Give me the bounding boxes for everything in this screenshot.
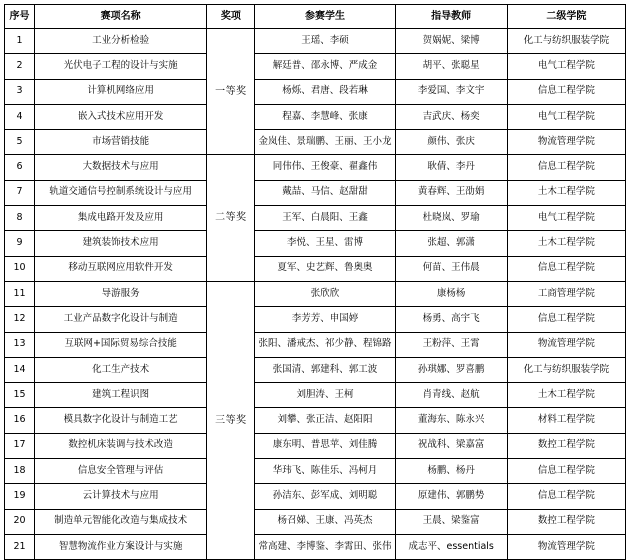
cell-prize-level: 三等奖: [207, 281, 255, 559]
cell-students: 王瑶、李硕: [255, 29, 395, 54]
cell-competition-name: 建筑工程识图: [35, 383, 207, 408]
cell-teachers: 肖青线、赵航: [395, 383, 507, 408]
cell-teachers: 杨勇、高宇飞: [395, 307, 507, 332]
cell-students: 孙洁东、彭军成、刘明聪: [255, 484, 395, 509]
cell-competition-name: 模具数字化设计与制造工艺: [35, 408, 207, 433]
cell-teachers: 孙琪娜、罗喜鹏: [395, 357, 507, 382]
award-table: [4, 4, 626, 560]
table-row: [5, 281, 626, 306]
table-row: [5, 408, 626, 433]
cell-college: 信息工程学院: [507, 307, 625, 332]
cell-no: 17: [5, 433, 35, 458]
table-row: [5, 104, 626, 129]
table-row: [5, 231, 626, 256]
header-prize: 奖项: [207, 5, 255, 29]
cell-no: 9: [5, 231, 35, 256]
cell-competition-name: 信息安全管理与评估: [35, 459, 207, 484]
cell-college: 信息工程学院: [507, 484, 625, 509]
cell-college: 数控工程学院: [507, 509, 625, 534]
cell-students: 张欣欣: [255, 281, 395, 306]
cell-teachers: 王粉萍、王霄: [395, 332, 507, 357]
cell-competition-name: 计算机网络应用: [35, 79, 207, 104]
cell-teachers: 康杨杨: [395, 281, 507, 306]
cell-no: 18: [5, 459, 35, 484]
cell-no: 16: [5, 408, 35, 433]
cell-teachers: 王晨、梁鉴富: [395, 509, 507, 534]
cell-students: 解廷普、邵永博、严成金: [255, 54, 395, 79]
cell-teachers: 李爱国、李文宇: [395, 79, 507, 104]
cell-competition-name: 数控机床装调与技术改造: [35, 433, 207, 458]
table-row: [5, 484, 626, 509]
header-college: 二级学院: [507, 5, 625, 29]
cell-no: 21: [5, 534, 35, 559]
cell-college: 信息工程学院: [507, 155, 625, 180]
cell-competition-name: 建筑装饰技术应用: [35, 231, 207, 256]
cell-no: 8: [5, 206, 35, 231]
table-header: [5, 5, 626, 29]
cell-no: 13: [5, 332, 35, 357]
cell-prize-level: 二等奖: [207, 155, 255, 281]
cell-competition-name: 智慧物流作业方案设计与实施: [35, 534, 207, 559]
cell-no: 1: [5, 29, 35, 54]
table-row: [5, 206, 626, 231]
table-body: [5, 29, 626, 560]
cell-students: 程嘉、李慧峰、张康: [255, 104, 395, 129]
cell-competition-name: 制造单元智能化改造与集成技术: [35, 509, 207, 534]
table-row: [5, 383, 626, 408]
cell-students: 华玮飞、陈佳乐、冯柯月: [255, 459, 395, 484]
table-row: [5, 180, 626, 205]
table-row: [5, 332, 626, 357]
cell-students: 康东明、普思苹、刘佳腾: [255, 433, 395, 458]
header-name: 赛项名称: [35, 5, 207, 29]
cell-competition-name: 市场营销技能: [35, 130, 207, 155]
cell-competition-name: 移动互联网应用软件开发: [35, 256, 207, 281]
cell-competition-name: 导游服务: [35, 281, 207, 306]
table-row: [5, 433, 626, 458]
cell-students: 张国清、郭建科、郭工波: [255, 357, 395, 382]
cell-teachers: 吉武庆、杨奕: [395, 104, 507, 129]
table-row: [5, 307, 626, 332]
cell-college: 土木工程学院: [507, 231, 625, 256]
cell-college: 化工与纺织服装学院: [507, 357, 625, 382]
table-row: [5, 534, 626, 559]
table-row: [5, 130, 626, 155]
cell-competition-name: 云计算技术与应用: [35, 484, 207, 509]
cell-competition-name: 化工生产技术: [35, 357, 207, 382]
header-no: 序号: [5, 5, 35, 29]
cell-students: 杨召娣、王康、冯英杰: [255, 509, 395, 534]
cell-college: 电气工程学院: [507, 104, 625, 129]
table-row: [5, 459, 626, 484]
cell-college: 土木工程学院: [507, 383, 625, 408]
cell-teachers: 董海东、陈永兴: [395, 408, 507, 433]
cell-teachers: 原建伟、郭鹏势: [395, 484, 507, 509]
table-row: [5, 509, 626, 534]
cell-teachers: 成志平、essentials: [395, 534, 507, 559]
cell-competition-name: 工业分析检验: [35, 29, 207, 54]
cell-students: 夏军、史艺辉、鲁奥奥: [255, 256, 395, 281]
cell-no: 19: [5, 484, 35, 509]
cell-teachers: 张超、郭潇: [395, 231, 507, 256]
cell-college: 信息工程学院: [507, 79, 625, 104]
cell-no: 4: [5, 104, 35, 129]
cell-students: 戴喆、马信、赵甜甜: [255, 180, 395, 205]
table-row: [5, 357, 626, 382]
cell-students: 同伟伟、王俊豪、翟鑫伟: [255, 155, 395, 180]
cell-no: 6: [5, 155, 35, 180]
cell-college: 信息工程学院: [507, 459, 625, 484]
cell-prize-level: 一等奖: [207, 29, 255, 155]
header-row: [5, 5, 626, 29]
cell-college: 电气工程学院: [507, 206, 625, 231]
header-student: 参赛学生: [255, 5, 395, 29]
cell-students: 王军、白晨阳、王鑫: [255, 206, 395, 231]
cell-teachers: 耿倩、李丹: [395, 155, 507, 180]
cell-competition-name: 集成电路开发及应用: [35, 206, 207, 231]
cell-college: 数控工程学院: [507, 433, 625, 458]
cell-competition-name: 互联网+国际贸易综合技能: [35, 332, 207, 357]
cell-college: 信息工程学院: [507, 256, 625, 281]
cell-college: 物流管理学院: [507, 332, 625, 357]
cell-students: 张阳、潘戒杰、祁少静、程锦路: [255, 332, 395, 357]
cell-students: 刘攀、张正洁、赵阳阳: [255, 408, 395, 433]
cell-college: 电气工程学院: [507, 54, 625, 79]
cell-teachers: 何苗、王伟晨: [395, 256, 507, 281]
cell-teachers: 杨鹏、杨丹: [395, 459, 507, 484]
cell-no: 2: [5, 54, 35, 79]
cell-college: 化工与纺织服装学院: [507, 29, 625, 54]
cell-competition-name: 轨道交通信号控制系统设计与应用: [35, 180, 207, 205]
cell-teachers: 贺娲妮、梁博: [395, 29, 507, 54]
cell-students: 常高建、李博鉴、李霄田、张伟: [255, 534, 395, 559]
cell-teachers: 颜伟、张庆: [395, 130, 507, 155]
cell-no: 7: [5, 180, 35, 205]
cell-competition-name: 光伏电子工程的设计与实施: [35, 54, 207, 79]
cell-no: 14: [5, 357, 35, 382]
cell-college: 物流管理学院: [507, 130, 625, 155]
cell-competition-name: 大数据技术与应用: [35, 155, 207, 180]
cell-teachers: 黄春辉、王劭娟: [395, 180, 507, 205]
table-row: [5, 256, 626, 281]
cell-students: 刘胆涛、王柯: [255, 383, 395, 408]
cell-no: 5: [5, 130, 35, 155]
cell-no: 3: [5, 79, 35, 104]
cell-students: 李悦、王星、雷博: [255, 231, 395, 256]
cell-teachers: 杜晓岚、罗瑜: [395, 206, 507, 231]
cell-no: 11: [5, 281, 35, 306]
cell-no: 20: [5, 509, 35, 534]
cell-no: 10: [5, 256, 35, 281]
cell-teachers: 祝战科、梁嘉富: [395, 433, 507, 458]
header-teacher: 指导教师: [395, 5, 507, 29]
cell-college: 土木工程学院: [507, 180, 625, 205]
cell-competition-name: 嵌入式技术应用开发: [35, 104, 207, 129]
table-row: [5, 29, 626, 54]
cell-students: 李芳芳、申国婷: [255, 307, 395, 332]
cell-no: 12: [5, 307, 35, 332]
table-row: [5, 54, 626, 79]
cell-college: 材料工程学院: [507, 408, 625, 433]
cell-college: 工商管理学院: [507, 281, 625, 306]
cell-competition-name: 工业产品数字化设计与制造: [35, 307, 207, 332]
cell-students: 杨烁、君唐、段若琳: [255, 79, 395, 104]
table-row: [5, 79, 626, 104]
cell-college: 物流管理学院: [507, 534, 625, 559]
cell-teachers: 胡平、张聪星: [395, 54, 507, 79]
cell-students: 金岚佳、景瑞鹏、王丽、王小龙: [255, 130, 395, 155]
cell-no: 15: [5, 383, 35, 408]
table-row: [5, 155, 626, 180]
